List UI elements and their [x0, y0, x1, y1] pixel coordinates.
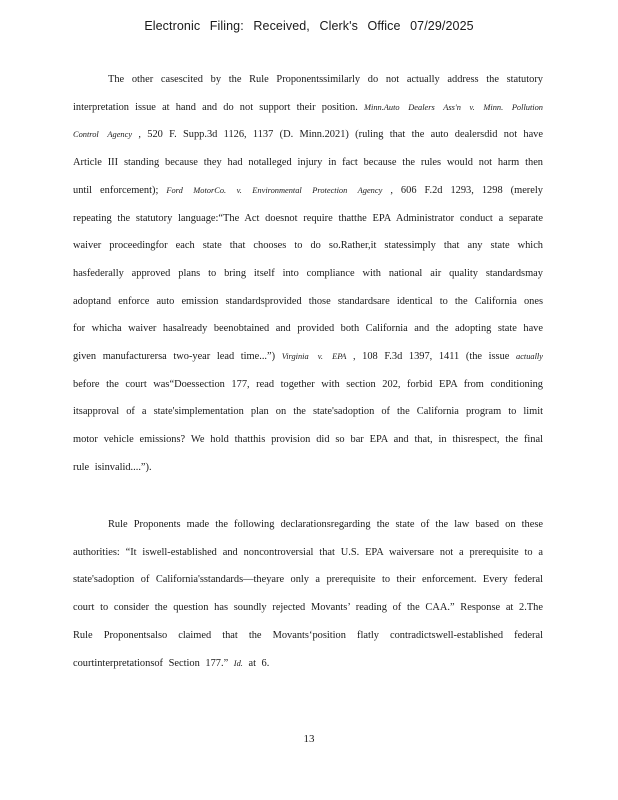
case-citation: Id.	[233, 658, 243, 668]
case-citation: Ford MotorCo. v. Environmental Protection Agency	[166, 185, 383, 195]
text-segment: , 108 F.3d 1397, 1411 (the issue	[346, 351, 516, 363]
case-citation: Virginia v. EPA	[281, 352, 347, 362]
text-segment: The other casescited by the Rule Proponentssimilarly do not actually address the statutory interpretation issue at hand and do not support their position.	[73, 74, 543, 113]
text-segment: , 606 F.2d 1293, 1298 (merely repeating the statutory language:“The Act doesnot require thatthe EPA Administrator conduct a separate waiver proceedingfor each state that chooses to do so.Rather,it statessimply that any state which hasfederally approved plans to bring itself into compliance with national air quality standardsmay adoptand enforce auto emission standardsprovided those standardsare identical to the California ones for whicha waiver hasalready beenobtained and provided both California and the adopting state have given manufacturersa two-year lead time...”)	[73, 184, 543, 363]
paragraph-rule-proponents	[73, 511, 543, 677]
text-segment: Rule Proponents made the following declarationsregarding the state of the law based on these authorities: “It iswell-established and noncontroversial that U.S. EPA waiversare not a prerequisite to a state'sadoption of California'sstandards—theyare only a prerequisite to their enforcement. Every federal court to consider the question has soundly rejected Movants’ reading of the CAA.” Response at 2.The Rule Proponentsalso claimed that the Movants‘position flatly contradictswell-established federal courtinterpretationsof Section 177.”	[73, 519, 543, 669]
case-citation: Minn.Auto Dealers Ass'n v. Minn. Pollution Control Agency	[73, 102, 543, 140]
paragraph-text	[73, 511, 543, 677]
text-segment: before the court was“Doessection 177, read together with section 202, forbid EPA from conditioning itsapproval of a state'simplementation plan on the state'sadoption of the California program to limit motor vehicle emissions? We hold thatthis provision did so bar EPA and that, in thisrespect, the final rule isinvalid....”).	[73, 378, 543, 473]
text-segment: at 6.	[242, 657, 270, 669]
emphasis-word: actually	[516, 352, 543, 362]
text-segment: , 520 F. Supp.3d 1126, 1137 (D. Minn.2021) (ruling that the auto dealersdid not have Article III standing because they had notalleged injury in fact because the rules would not harm then until enforcement);	[73, 129, 543, 196]
paragraph-text	[73, 66, 543, 482]
paragraph-other-cases	[73, 66, 543, 482]
page-number: 13	[303, 733, 315, 745]
filing-stamp-header: Electronic Filing: Received, Clerk's Office 07/29/2025	[144, 19, 474, 33]
